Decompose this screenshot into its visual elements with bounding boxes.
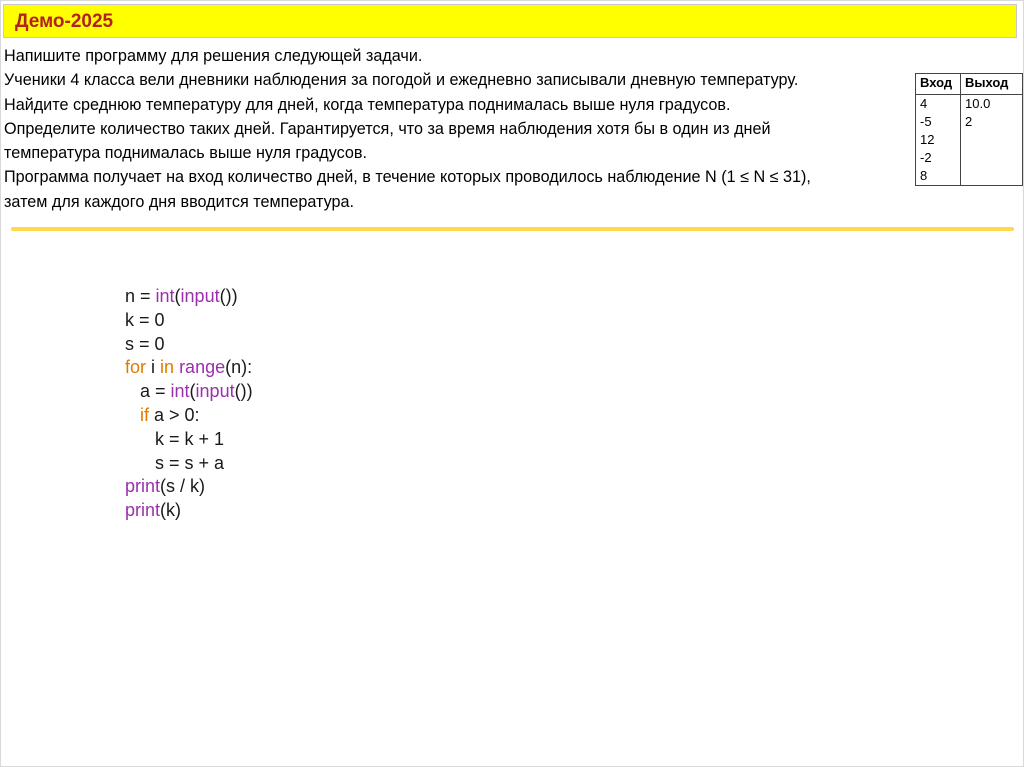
code-text: ()) — [219, 286, 238, 306]
code-builtin: input — [180, 286, 220, 306]
code-text: (s / k) — [160, 476, 206, 497]
input-value: -5 — [920, 114, 932, 129]
code-text: a = — [125, 381, 171, 402]
table-header-row — [916, 74, 1023, 95]
output-value: 10.0 — [965, 96, 991, 111]
divider-line — [11, 227, 1014, 231]
task-line: температура поднималась выше нуля градусов. — [4, 144, 367, 163]
code-line — [125, 499, 253, 523]
input-value: 12 — [920, 132, 935, 147]
code-block — [125, 285, 253, 523]
io-example-table — [915, 73, 1023, 186]
code-builtin: int — [170, 381, 190, 402]
code-text: a > 0: — [149, 404, 200, 425]
code-line — [125, 285, 253, 309]
output-value: 2 — [965, 114, 973, 129]
code-line — [125, 380, 253, 404]
title-bar — [3, 4, 1017, 38]
input-header: Вход — [916, 74, 961, 95]
code-text: k = 0 — [125, 309, 165, 330]
task-line: Определите количество таких дней. Гарантируется, что за время наблюдения хотя бы в один из дней — [4, 119, 771, 138]
code-text: ()) — [234, 381, 253, 402]
code-line — [125, 309, 253, 333]
slide-title: Демо-2025 — [15, 11, 114, 32]
code-text: n = — [125, 286, 156, 306]
output-values-cell — [961, 95, 1023, 186]
code-text: ( — [174, 286, 181, 306]
code-builtin: range — [179, 357, 226, 378]
code-line — [125, 404, 253, 428]
task-line: затем для каждого дня вводится температура. — [4, 192, 355, 211]
code-text: ( — [189, 381, 196, 402]
input-values-cell — [916, 95, 961, 186]
code-line — [125, 475, 253, 499]
code-line — [125, 452, 253, 476]
code-keyword: in — [160, 357, 175, 378]
code-builtin: int — [155, 286, 175, 306]
code-line — [125, 333, 253, 357]
code-builtin: print — [125, 500, 161, 521]
code-line — [125, 356, 253, 380]
code-text: (n): — [225, 357, 253, 378]
input-value: -2 — [920, 150, 932, 165]
output-header: Выход — [961, 74, 1023, 95]
code-line — [125, 428, 253, 452]
code-text: (k) — [160, 500, 182, 521]
code-text: i — [146, 357, 161, 378]
task-line: Программа получает на вход количество дней, в течение которых проводилось наблюдение N (1 ≤ N ≤ 31), — [4, 168, 811, 187]
input-value: 4 — [920, 96, 928, 111]
code-builtin: input — [195, 381, 235, 402]
code-keyword: for — [125, 357, 147, 378]
table-row — [916, 95, 1023, 186]
code-text: s = 0 — [125, 333, 165, 354]
input-value: 8 — [920, 168, 928, 183]
code-text — [125, 405, 140, 425]
code-builtin: print — [125, 476, 161, 497]
task-line: Найдите среднюю температуру для дней, когда температура поднималась выше нуля градусов. — [4, 95, 731, 114]
task-line: Ученики 4 класса вели дневники наблюдения за погодой и ежедневно записывали дневную температуру. — [4, 71, 799, 90]
code-text: s = s + a — [125, 452, 225, 473]
task-description — [4, 44, 916, 214]
code-keyword: if — [140, 404, 150, 425]
code-text: k = k + 1 — [125, 428, 225, 449]
task-line: Напишите программу для решения следующей задачи. — [4, 47, 423, 65]
